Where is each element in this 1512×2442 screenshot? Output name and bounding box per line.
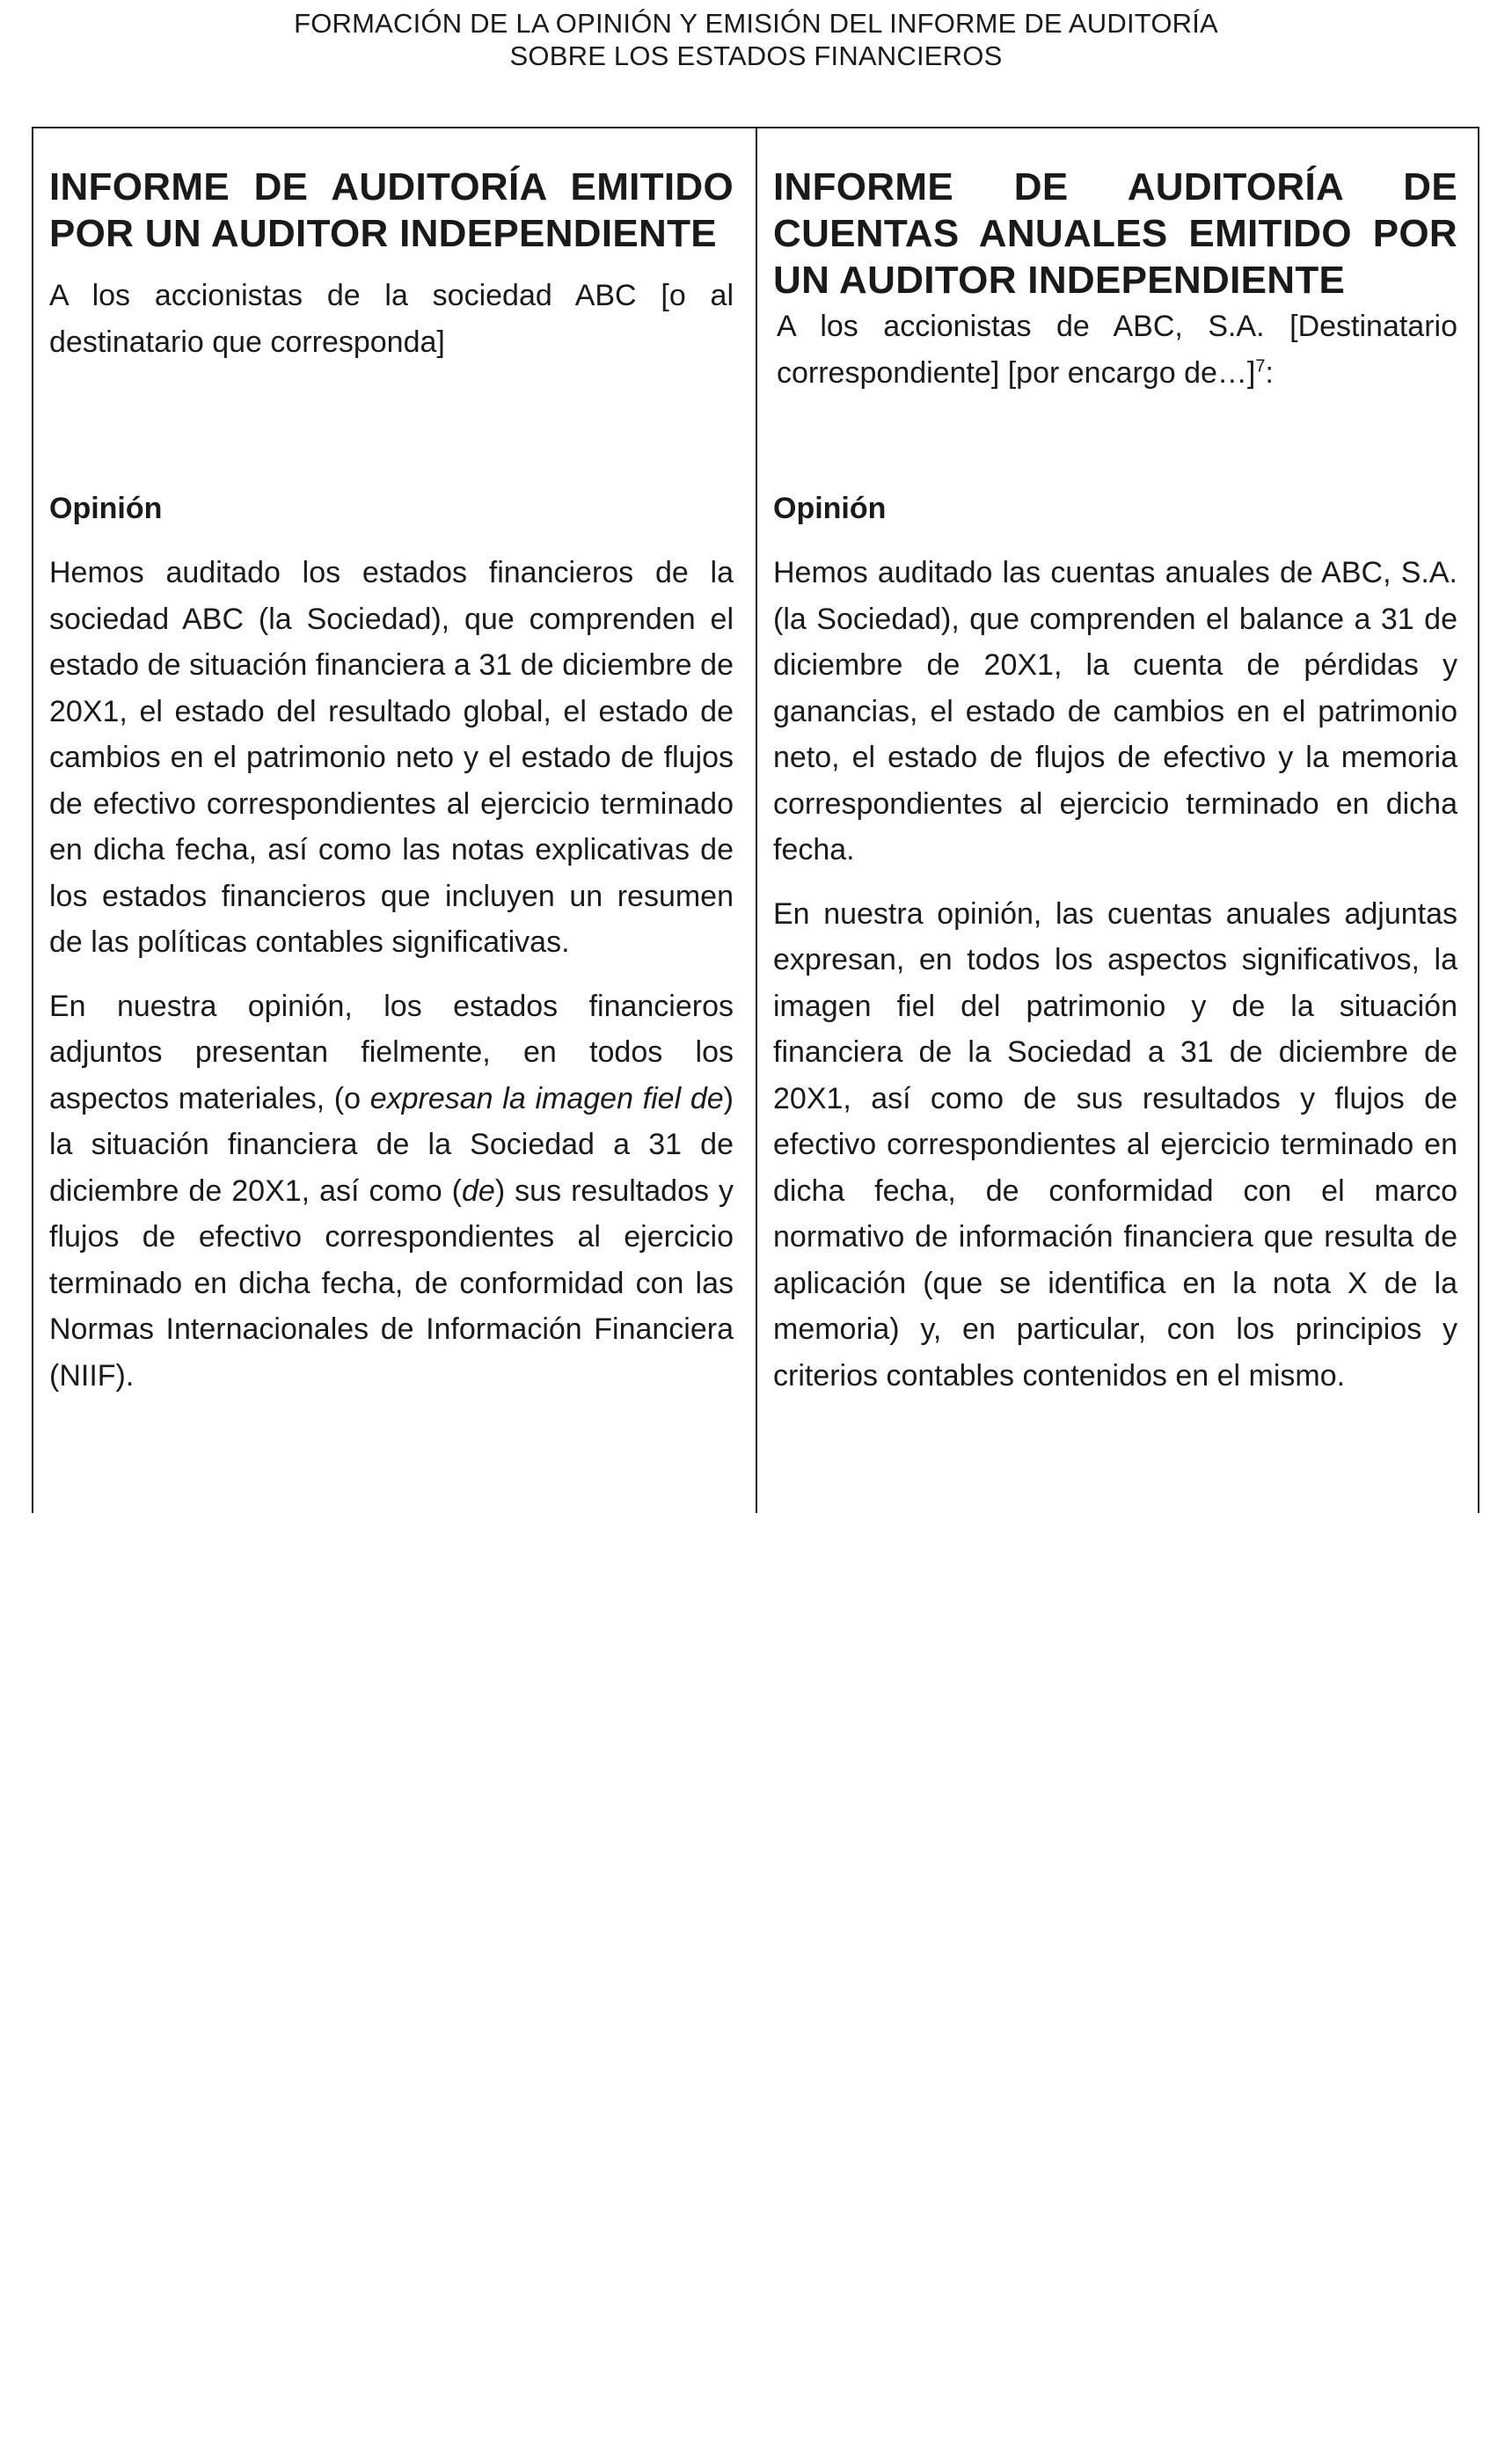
table-border-right — [1478, 128, 1479, 1513]
left-p2-text-e: ) sus resultados y flujos de efectivo correspondientes al ejercicio terminado en dicha fecha, de conformidad con las Normas Internacionales de Información Financiera (NIIF). — [49, 1173, 734, 1393]
left-recipient: A los accionistas de la sociedad ABC [o al destinatario que corresponda] — [49, 279, 734, 359]
right-column — [773, 164, 1457, 1393]
page-header — [0, 7, 1512, 72]
left-p2-text-a: En nuestra opinión, los estados financieros adjuntos presentan fielmente, en todos los aspectos materiales, (o — [49, 989, 734, 1115]
left-opinion-heading: Opinión — [49, 492, 163, 525]
table-divider — [756, 128, 757, 1513]
left-title: INFORME DE AUDITORÍA EMITIDO POR UN AUDITOR INDEPENDIENTE — [49, 165, 734, 255]
right-recipient-colon: : — [1265, 356, 1274, 390]
right-paragraph-2: En nuestra opinión, las cuentas anuales adjuntas expresan, en todos los aspectos significativos, la imagen fiel del patrimonio y de la situación financiera de la Sociedad a 31 de diciembre de 20X1, así como de sus resultados y flujos de efectivo correspondientes al ejercicio terminado en dicha fecha, de conformidad con el marco normativo de información financiera que resulta de aplicación (que se identifica en la nota X de la memoria) y, en particular, con los principios y criterios contables contenidos en el mismo. — [773, 896, 1457, 1393]
comparison-table — [32, 127, 1479, 1513]
right-title: INFORME DE AUDITORÍA DE CUENTAS ANUALES EMITIDO POR UN AUDITOR INDEPENDIENTE — [773, 165, 1457, 302]
footnote-marker: 7 — [1255, 356, 1266, 377]
right-opinion-heading: Opinión — [773, 492, 887, 525]
right-paragraph-1: Hemos auditado las cuentas anuales de ABC, S.A. (la Sociedad), que comprenden el balance a 31 de diciembre de 20X1, la cuenta de pérdidas y ganancias, el estado de cambios en el patrimonio neto, el estado de flujos de efectivo y la memoria correspondientes al ejercicio terminado en dicha fecha. — [773, 556, 1457, 866]
left-paragraph-1: Hemos auditado los estados financieros de la sociedad ABC (la Sociedad), que comprenden el estado de situación financiera a 31 de diciembre de 20X1, el estado del resultado global, el estado de cambios en el patrimonio neto y el estado de flujos de efectivo correspondientes al ejercicio terminado en dicha fecha, así como las notas explicativas de los estados financieros que incluyen un resumen de las políticas contables significativas. — [49, 556, 734, 959]
header-line-2: SOBRE LOS ESTADOS FINANCIEROS — [509, 40, 1003, 71]
right-recipient — [773, 303, 1457, 397]
table-border-left — [32, 128, 33, 1513]
left-p2-italic-b: expresan la imagen fiel de — [369, 1081, 724, 1115]
left-paragraph-2 — [49, 983, 734, 1400]
header-line-1: FORMACIÓN DE LA OPINIÓN Y EMISIÓN DEL INFORME DE AUDITORÍA — [294, 8, 1218, 39]
left-column — [49, 164, 734, 1393]
right-recipient-text: A los accionistas de ABC, S.A. [Destinatario correspondiente] [por encargo de…] — [777, 310, 1457, 390]
right-opinion-section — [773, 486, 1457, 1416]
left-opinion-section — [49, 486, 734, 1416]
left-p2-text-c: ) la situación financiera de la Sociedad a 31 de diciembre de 20X1, así como ( — [49, 1081, 734, 1208]
left-p2-italic-d: de — [462, 1173, 495, 1208]
